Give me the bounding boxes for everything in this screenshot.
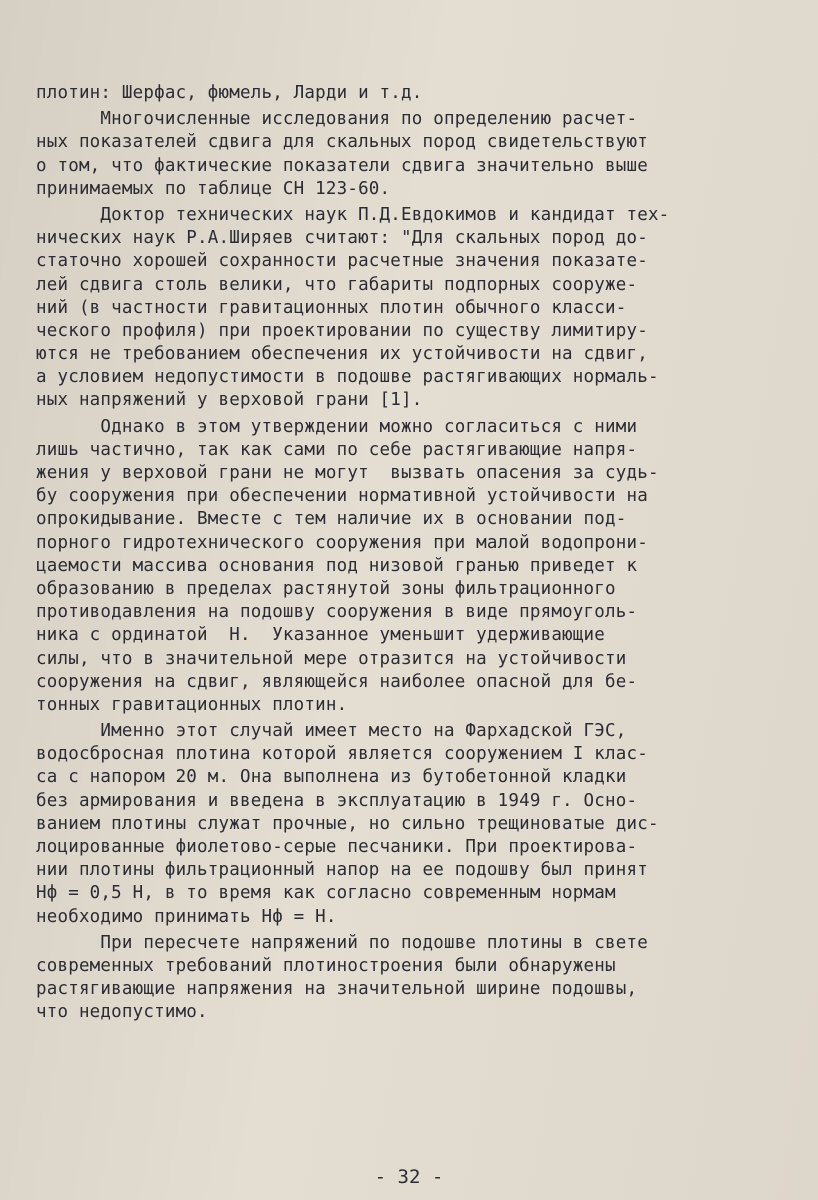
text-line: принимаемых по таблице СН 123-60.: [36, 178, 391, 199]
text-line: плотин: Шерфас, фюмель, Ларди и т.д.: [36, 83, 423, 103]
page-number: - 32 -: [374, 1166, 444, 1188]
text-line: современных требований плотиностроения были обнаружены: [36, 955, 616, 976]
text-line: ных напряжений у верховой грани [1].: [36, 390, 423, 411]
text-line: ческого профиля) при проектировании по существу лимитиру-: [36, 320, 648, 341]
text-line: без армирования и введена в эксплуатацию в 1949 г. Осно-: [36, 790, 638, 811]
text-line: образованию в пределах растянутой зоны фильтрационного: [36, 578, 616, 599]
text-line: сооружения на сдвиг, являющейся наиболее опасной для бе-: [36, 671, 638, 692]
text-line: жения у верховой грани не могут вызвать опасения за судь-: [36, 463, 659, 483]
text-line: цаемости массива основания под низовой гранью приведет к: [36, 555, 638, 576]
text-line: нии плотины фильтрационный напор на ее подошву был принят: [36, 860, 648, 881]
text-line: тонных гравитационных плотин.: [36, 694, 348, 715]
text-line: противодавления на подошву сооружения в виде прямоуголь-: [36, 602, 638, 623]
text-line: ний (в частности гравитационных плотин обычного класси-: [36, 297, 627, 318]
text-line: лей сдвига столь велики, что габариты подпорных сооруже-: [36, 274, 638, 295]
text-line: силы, что в значительной мере отразится на устойчивости: [36, 648, 627, 669]
text-line: опрокидывание. Вместе с тем наличие их в основании под-: [36, 509, 627, 530]
text-line: что недопустимо.: [36, 1002, 208, 1023]
text-line: Многочисленные исследования по определению расчет-: [36, 109, 638, 130]
text-line: порного гидротехнического сооружения при малой водопрони-: [36, 532, 648, 553]
text-line: са с напором 20 м. Она выполнена из бутобетонной кладки: [36, 767, 627, 788]
text-line: бу сооружения при обеспечении нормативной устойчивости на: [36, 486, 648, 507]
text-line: растягивающие напряжения на значительной ширине подошвы,: [36, 979, 638, 1000]
text-line: водосбросная плотина которой является сооружением I клас-: [36, 744, 648, 765]
text-line: ются не требованием обеспечения их устойчивости на сдвиг,: [36, 344, 648, 365]
text-line: ника с ординатой Н. Указанное уменьшит удерживающие: [36, 625, 606, 646]
text-line: нических наук Р.А.Ширяев считают: "Для скальных пород до-: [36, 228, 648, 249]
text-line: Именно этот случай имеет место на Фархадской ГЭС,: [36, 721, 627, 742]
text-line: ных показателей сдвига для скальных пород свидетельствуют: [36, 132, 648, 153]
text-line: статочно хорошей сохранности расчетные значения показате-: [36, 251, 648, 272]
text-line: Доктор технических наук П.Д.Евдокимов и кандидат тех-: [36, 204, 670, 225]
text-line: а условием недопустимости в подошве растягивающих нормаль-: [36, 367, 659, 388]
text-line: лишь частично, так как сами по себе растягивающие напря-: [36, 439, 638, 460]
text-line: необходимо принимать Hф = H.: [36, 906, 337, 927]
text-line: При пересчете напряжений по подошве плотины в свете: [36, 932, 648, 953]
text-line: Однако в этом утверждении можно согласиться с ними: [36, 416, 638, 437]
text-line: о том, что фактические показатели сдвига значительно выше: [36, 155, 648, 176]
text-line: Hф = 0,5 H, в то время как согласно современным нормам: [36, 883, 616, 904]
text-line: лоцированные фиолетово-серые песчаники. При проектирова-: [36, 837, 638, 857]
text-line: ванием плотины служат прочные, но сильно трещиноватые дис-: [36, 813, 659, 834]
document-body: [36, 82, 788, 1025]
